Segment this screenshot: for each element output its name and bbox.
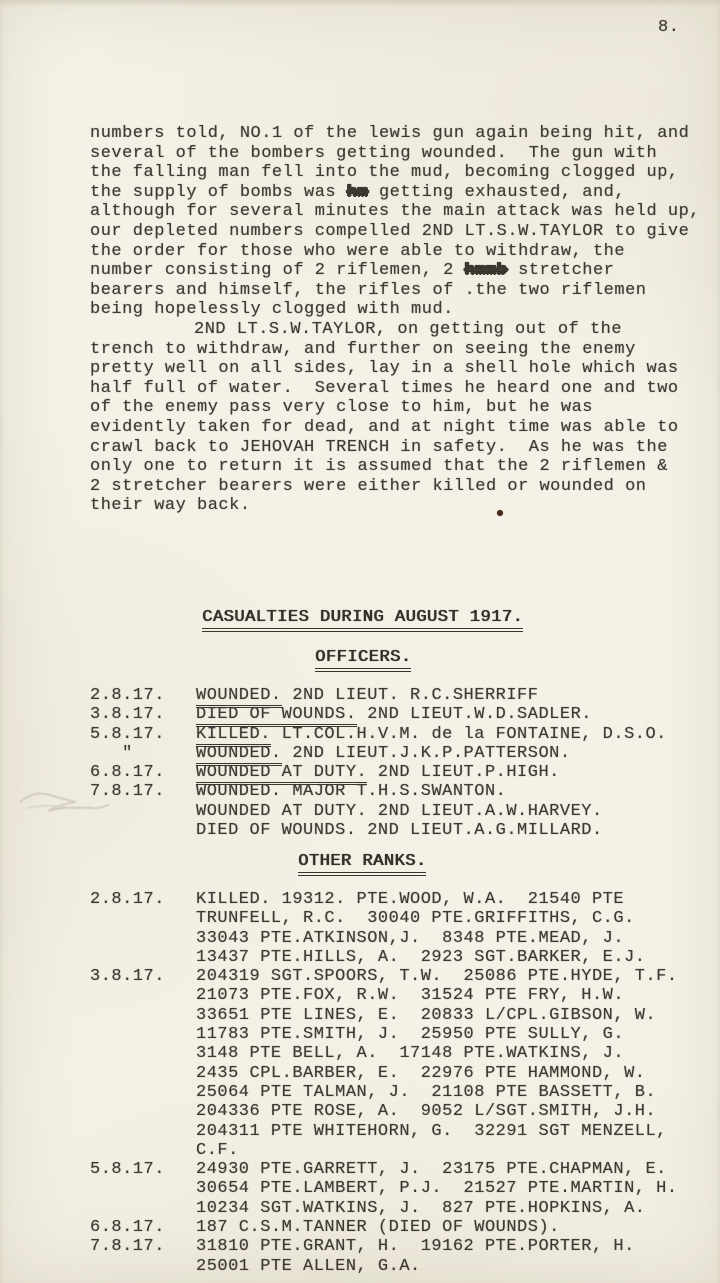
text-segment: getting exhausted, and,: [368, 182, 626, 202]
paragraph-line: [90, 438, 714, 458]
text-segment: half full of water. Several times he heard one and two: [90, 378, 679, 398]
paragraph-line: [90, 418, 714, 438]
casualty-entry: [196, 821, 603, 840]
ranks-row: [90, 929, 678, 948]
casualty-status: WOUNDED.: [196, 686, 282, 708]
body-text: [90, 124, 714, 516]
paragraph-line: [90, 183, 714, 203]
paragraph-line: [90, 320, 714, 340]
paragraph-line: [90, 202, 714, 222]
text-segment: of the enemy pass very close to him, but he was: [90, 398, 593, 418]
text-segment: their way back.: [90, 496, 251, 516]
casualty-text: 2ND LIEUT.A.G.MILLARD.: [356, 821, 603, 841]
officers-row: [90, 763, 667, 782]
officers-row: [90, 744, 667, 763]
casualty-text: 25001 PTE ALLEN, G.A.: [196, 1256, 421, 1276]
casualty-date: [90, 1006, 196, 1025]
text-segment: trench to withdraw, and further on seeing the enemy: [90, 339, 636, 359]
casualty-text: 25064 PTE TALMAN, J. 21108 PTE BASSETT, B.: [196, 1082, 657, 1102]
casualty-date: [90, 948, 196, 967]
casualty-date: [90, 1025, 196, 1044]
officers-row: [90, 782, 667, 801]
casualty-text: 24930 PTE.GARRETT, J. 23175 PTE.CHAPMAN, E.: [196, 1160, 667, 1180]
paragraph-line: [90, 359, 714, 379]
text-segment: our depleted numbers compelled 2ND LT.S.W.TAYLOR to give: [90, 221, 690, 241]
paragraph-line: [90, 340, 714, 360]
casualty-text: C.F.: [196, 1140, 239, 1160]
officers-row: [90, 686, 667, 705]
paragraph-line: [90, 281, 714, 301]
casualty-text: 2ND LIEUT.A.W.HARVEY.: [367, 801, 603, 821]
paragraph-line: [90, 124, 714, 144]
text-segment: pretty well on all sides, lay in a shell hole which was: [90, 359, 679, 379]
casualty-date: ": [90, 743, 133, 763]
ranks-row: [90, 1160, 678, 1179]
ranks-row: [90, 948, 678, 967]
other-ranks-list: [90, 890, 678, 1276]
casualty-text: 2ND LIEUT.P.HIGH.: [367, 763, 560, 783]
ranks-row: [90, 1102, 678, 1121]
text-segment: although for several minutes the main attack was held up,: [90, 202, 700, 222]
text-segment: number consisting of 2 riflemen, 2: [90, 261, 465, 281]
casualty-text: 187 C.S.M.TANNER (DIED OF WOUNDS).: [196, 1218, 560, 1238]
casualty-date: [90, 1141, 196, 1160]
paragraph-line: [90, 379, 714, 399]
casualty-entry: [196, 744, 571, 763]
casualty-date: 3.8.17.: [90, 967, 165, 987]
officers-list: [90, 686, 667, 840]
casualty-text: 33043 PTE.ATKINSON,J. 8348 PTE.MEAD, J.: [196, 928, 625, 948]
paragraph-line: [90, 144, 714, 164]
casualty-text: MAJOR T.H.S.SWANTON.: [281, 782, 507, 802]
casualty-status: WOUNDED AT DUTY.: [196, 763, 367, 785]
text-segment: several of the bombers getting wounded. The gun with: [90, 143, 658, 163]
ranks-row: [90, 1179, 678, 1198]
ranks-row: [90, 1237, 678, 1256]
casualty-entry: [196, 782, 506, 801]
casualty-date: 3.8.17.: [90, 705, 165, 725]
struck-text: hm: [346, 182, 369, 202]
ranks-row: [90, 1122, 678, 1141]
ranks-row: [90, 1025, 678, 1044]
casualty-status: WOUNDED.: [196, 744, 282, 766]
casualty-text: TRUNFELL, R.C. 30040 PTE.GRIFFITHS, C.G.: [196, 909, 635, 929]
ranks-row: [90, 1044, 678, 1063]
casualty-date: 6.8.17.: [90, 763, 165, 783]
officers-row: [90, 725, 667, 744]
paragraph-line: [90, 163, 714, 183]
paragraph-line: [90, 300, 714, 320]
ink-dot: [497, 510, 503, 516]
ranks-row: [90, 1199, 678, 1218]
casualty-date: [90, 986, 196, 1005]
casualty-text: KILLED. 19312. PTE.WOOD, W.A. 21540 PTE: [196, 890, 625, 909]
casualty-text: 2ND LIEUT. R.C.SHERRIFF: [281, 686, 539, 705]
page-number: 8.: [658, 18, 680, 37]
casualty-text: 2ND LIEUT.J.K.P.PATTERSON.: [281, 743, 571, 763]
paragraph-line: [90, 261, 714, 281]
text-segment: crawl back to JEHOVAH TRENCH in safety. As he was the: [90, 437, 668, 457]
casualty-date: [90, 1179, 196, 1198]
casualty-status: DIED OF WOUNDS.: [196, 705, 357, 727]
ranks-row: [90, 967, 678, 986]
casualty-text: 31810 PTE.GRANT, H. 19162 PTE.PORTER, H.: [196, 1237, 635, 1257]
pencil-smudge: [14, 778, 144, 818]
casualties-title: CASUALTIES DURING AUGUST 1917.: [202, 608, 523, 632]
casualty-text: 21073 PTE.FOX, R.W. 31524 PTE FRY, H.W.: [196, 986, 625, 1006]
casualty-date: [90, 1083, 196, 1102]
casualty-text: 2435 CPL.BARBER, E. 22976 PTE HAMMOND, W.: [196, 1063, 646, 1083]
casualty-text: 3148 PTE BELL, A. 17148 PTE.WATKINS, J.: [196, 1044, 625, 1064]
text-segment: only one to return it is assumed that the 2 riflemen &: [90, 457, 668, 477]
casualty-text: 204311 PTE WHITEHORN, G. 32291 SGT MENZELL,: [196, 1121, 667, 1141]
casualty-date: [90, 821, 196, 840]
casualty-text: 2ND LIEUT.W.D.SADLER.: [356, 705, 592, 725]
ranks-row: [90, 909, 678, 928]
casualty-date: 5.8.17.: [90, 1160, 165, 1180]
casualty-date: 2.8.17.: [90, 686, 165, 705]
text-segment: evidently taken for dead, and at night time was able to: [90, 417, 679, 437]
casualty-date: [90, 1122, 196, 1141]
casualty-date: [90, 1064, 196, 1083]
text-segment: the order for those who were able to withdraw, the: [90, 241, 626, 261]
casualty-text: 30654 PTE.LAMBERT, P.J. 21527 PTE.MARTIN, H.: [196, 1179, 678, 1199]
casualty-entry: [196, 725, 667, 744]
casualty-date: 5.8.17.: [90, 724, 165, 744]
other-ranks-heading: OTHER RANKS.: [298, 852, 426, 876]
ranks-row: [90, 1257, 678, 1276]
casualty-status: WOUNDED.: [196, 782, 282, 802]
casualty-entry: [196, 802, 603, 821]
casualty-date: [90, 909, 196, 928]
text-segment: numbers told, NO.1 of the lewis gun again being hit, and: [90, 124, 690, 143]
casualty-entry: [196, 763, 560, 782]
paragraph-line: [90, 477, 714, 497]
ranks-row: [90, 986, 678, 1005]
casualty-date: 6.8.17.: [90, 1218, 165, 1238]
casualty-text: 10234 SGT.WATKINS, J. 827 PTE.HOPKINS, A.: [196, 1198, 646, 1218]
casualty-status: WOUNDED AT DUTY.: [196, 801, 368, 821]
paragraph-line: [90, 398, 714, 418]
casualty-text: 33651 PTE LINES, E. 20833 L/CPL.GIBSON, W.: [196, 1005, 657, 1025]
casualty-entry: [196, 686, 538, 705]
text-segment: 2 stretcher bearers were either killed or wounded on: [90, 476, 647, 496]
casualty-date: [90, 1199, 196, 1218]
paragraph-line: [90, 496, 714, 516]
text-segment: stretcher: [507, 261, 615, 281]
casualty-entry: [196, 705, 592, 724]
casualty-date: [90, 1102, 196, 1121]
ranks-row: [90, 890, 678, 909]
ranks-row: [90, 1141, 678, 1160]
text-segment: the falling man fell into the mud, becoming clogged up,: [90, 163, 679, 183]
casualty-text: 13437 PTE.HILLS, A. 2923 SGT.BARKER, E.J.: [196, 947, 646, 967]
text-segment: being hopelessly clogged with mud.: [90, 300, 454, 320]
text-segment: the supply of bombs was: [90, 182, 347, 202]
ranks-row: [90, 1006, 678, 1025]
casualty-status: KILLED.: [196, 725, 271, 747]
casualty-text: 11783 PTE.SMITH, J. 25950 PTE SULLY, G.: [196, 1025, 625, 1045]
officers-row: [90, 802, 667, 821]
paragraph-line: [90, 242, 714, 262]
paragraph-line: [90, 222, 714, 242]
struck-text: hmmb: [464, 261, 508, 281]
text-segment: 2ND LT.S.W.TAYLOR, on getting out of the: [194, 319, 623, 339]
ranks-row: [90, 1218, 678, 1237]
casualty-date: [90, 1257, 196, 1276]
casualty-date: 7.8.17.: [90, 782, 165, 802]
ranks-row: [90, 1083, 678, 1102]
casualty-text: 204319 SGT.SPOORS, T.W. 25086 PTE.HYDE, T.F.: [196, 967, 678, 987]
officers-heading: OFFICERS.: [315, 648, 411, 672]
officers-row: [90, 705, 667, 724]
text-segment: bearers and himself, the rifles of .the two riflemen: [90, 280, 647, 300]
paragraph-line: [90, 457, 714, 477]
casualty-date: 2.8.17.: [90, 890, 165, 909]
officers-row: [90, 821, 667, 840]
casualty-date: 7.8.17.: [90, 1237, 165, 1257]
casualty-date: [90, 929, 196, 948]
ranks-row: [90, 1064, 678, 1083]
casualty-date: [90, 1044, 196, 1063]
casualty-text: 204336 PTE ROSE, A. 9052 L/SGT.SMITH, J.H.: [196, 1102, 657, 1122]
casualty-text: LT.COL.H.V.M. de la FONTAINE, D.S.O.: [270, 724, 667, 744]
casualty-status: DIED OF WOUNDS.: [196, 821, 357, 841]
